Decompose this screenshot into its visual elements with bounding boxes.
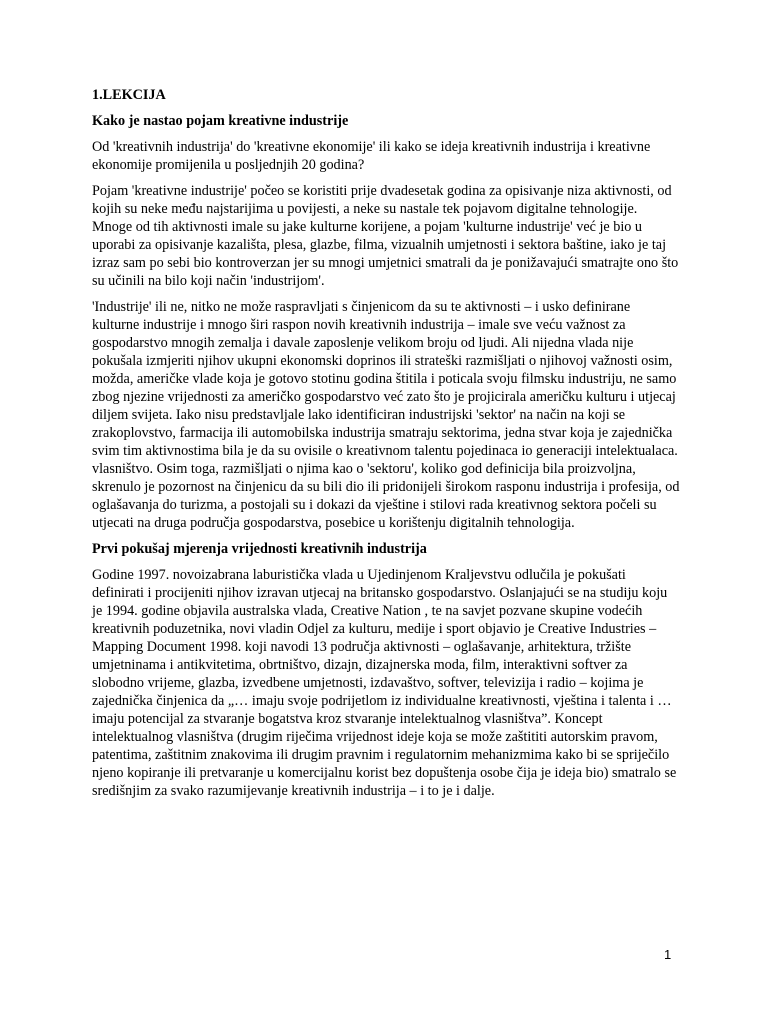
page-number: 1 [664, 947, 672, 962]
body-paragraph-concept: Pojam 'kreativne industrije' počeo se koristiti prije dvadesetak godina za opisivanje niza aktivnosti, od kojih su neke među najstarijima u povijesti, a neke su nastale tek pojavom digitalne tehnologije. Mnoge od tih aktivnosti imale su jake kulturne korijene, a pojam 'kulturne industrije' već je bio u uporabi za opisivanje kazališta, plesa, glazbe, filma, vizualnih umjetnosti i sektora baštine, iako je taj izraz sam po sebi bio kontroverzan jer su mnogi umjetnici smatrali da je ponižavajući smatrajte ono što su učinili na bilo koji način 'industrijom'. [92, 183, 679, 289]
section-heading-measurement: Prvi pokušaj mjerenja vrijednosti kreativnih industrija [92, 541, 427, 557]
body-paragraph-industries: 'Industrije' ili ne, nitko ne može raspravljati s činjenicom da su te aktivnosti – i usko definirane kulturne industrije i mnogo širi raspon novih kreativnih industrija – imale sve veću važnost za gospodarstvo mnogih zemalja i davale zaposlenje velikom broju od ljudi. Ali nijedna vlada nije pokušala izmjeriti njihov ukupni ekonomski doprinos ili strateški razmišljati o njihovoj važnosti osim, možda, američke vlade koja je gotovo stotinu godina štitila i poticala svoju filmsku industriju, ne samo zbog njezine vrijednosti za američko gospodarstvo već zato što je projicirala američku kulturu i utjecaj diljem svijeta. Iako nisu predstavljale lako identificiran industrijski 'sektor' na način na koji se zrakoplovstvo, farmacija ili automobilska industrija smatraju sektorima, jedna stvar koja je zajednička svim tim aktivnostima bila je da su ovisile o kreativnom talentu pojedinaca io generaciji intelektualaca. vlasništvo. Osim toga, razmišljati o njima kao o 'sektoru', koliko god definicija bila proizvoljna, skrenulo je pozornost na činjenicu da su bili dio ili pridonijeli širokom rasponu industrija i profesija, od oglašavanja do turizma, a postojali su i dokazi da vještine i stilovi rada kreativnog sektora počeli su utjecati na druga područja gospodarstva, posebice u korištenju digitalnih tehnologija. [92, 299, 680, 531]
section-heading-origin: Kako je nastao pojam kreativne industrije [92, 113, 349, 129]
intro-paragraph: Od 'kreativnih industrija' do 'kreativne ekonomije' ili kako se ideja kreativnih industrija i kreativne ekonomije promijenila u posljednjih 20 godina? [92, 139, 651, 173]
body-paragraph-measurement: Godine 1997. novoizabrana laburistička vlada u Ujedinjenom Kraljevstvu odlučila je pokušati definirati i procijeniti njihov izravan utjecaj na britansko gospodarstvo. Oslanjajući se na studiju koju je 1994. godine objavila australska vlada, Creative Nation , te na savjet pozvane skupine vodećih kreativnih poduzetnika, novi vladin Odjel za kulturu, medije i sport objavio je Creative Industries – Mapping Document 1998. koji navodi 13 područja aktivnosti – oglašavanje, arhitektura, tržište umjetninama i antikvitetima, obrtništvo, dizajn, dizajnerska moda, film, interaktivni softver za slobodno vrijeme, glazba, izvedbene umjetnosti, izdavaštvo, softver, televizija i radio – kojima je zajednička činjenica da „… imaju svoje podrijetlom iz individualne kreativnosti, vještina i talenta i … imaju potencijal za stvaranje bogatstva kroz stvaranje intelektualnog vlasništva”. Koncept intelektualnog vlasništva (drugim riječima vrijednost ideje koja se može zaštititi autorskim pravom, patentima, zaštitnim znakovima ili drugim pravnim i regulatornim mehanizmima kako bi se spriječilo njeno kopiranje ili pretvaranje u komercijalnu korist bez dopuštenja osobe čija je ideja bio) smatralo se središnjim za svako razumijevanje kreativnih industrija – i to je i dalje. [92, 567, 677, 799]
lesson-title: 1.LEKCIJA [92, 87, 166, 103]
page-content [92, 86, 680, 808]
